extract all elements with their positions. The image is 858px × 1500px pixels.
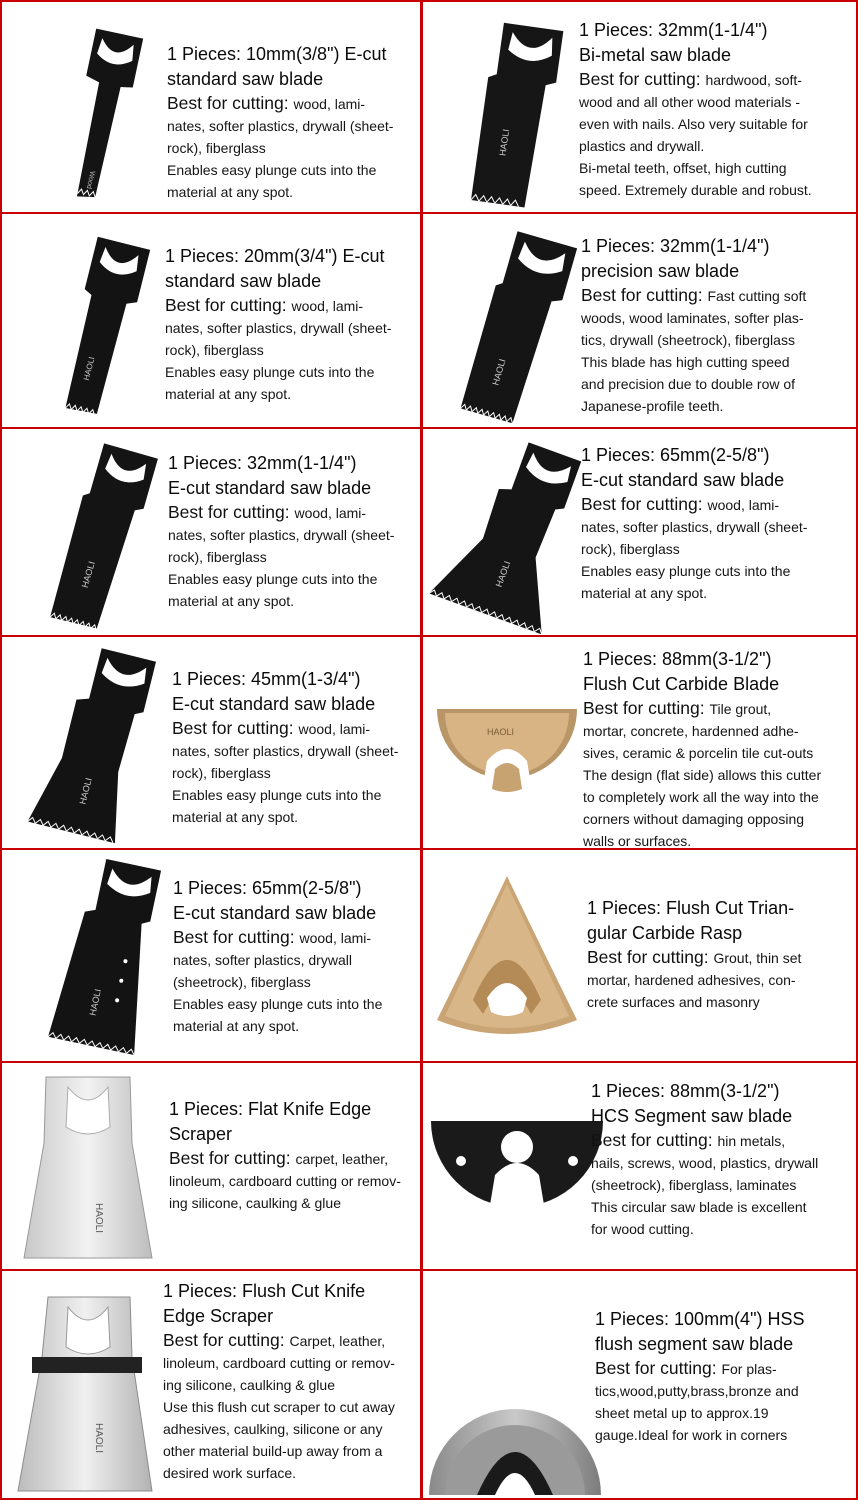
description-line: rock), fiberglass (172, 764, 271, 781)
description-line: speed. Extremely durable and robust. (579, 182, 812, 199)
description-line: corners without damaging opposing (583, 811, 805, 828)
best-for-label: Best for cutting: (172, 717, 294, 738)
description-line: tics, drywall (sheetrock), fiberglass (581, 331, 795, 348)
description-line: mortar, hardened adhesives, con- (587, 971, 796, 988)
product-title-line2: E-cut standard saw blade (172, 693, 376, 714)
product-title-line2: Bi-metal saw blade (579, 44, 732, 65)
svg-text:HAOLI: HAOLI (487, 727, 515, 737)
best-for-label: Best for cutting: (169, 1147, 291, 1168)
product-title-line2: standard saw blade (167, 68, 324, 89)
description-line: mortar, concrete, hardenned adhe- (583, 722, 799, 739)
best-for-value: wood, lami- (299, 929, 372, 946)
product-cell-32mm-bimetal (423, 2, 856, 214)
product-cell-88mm-carbide (423, 637, 856, 850)
product-cell-10mm-ecut (2, 2, 423, 214)
description-line: and precision due to double row of (581, 376, 796, 393)
description-line: rock), fiberglass (581, 540, 680, 557)
triangular-carbide-rasp-image (427, 870, 587, 1050)
product-title-line1: 1 Pieces: 88mm(3-1/2") (583, 649, 772, 669)
best-for-value: hin metals, (717, 1132, 786, 1149)
saw-blade-45mm-image (8, 645, 178, 845)
description-line: Enables easy plunge cuts into the (168, 570, 378, 587)
description-line: desired work surface. (163, 1465, 297, 1482)
description-line: tics,wood,putty,brass,bronze and (595, 1382, 799, 1399)
product-title-line1: 1 Pieces: 10mm(3/8") E-cut (167, 44, 387, 64)
best-for-value: Grout, thin set (713, 949, 802, 966)
description-line: This circular saw blade is excellent (591, 1198, 807, 1215)
description-line: linoleum, cardboard cutting or remov- (163, 1354, 395, 1371)
carbide-blade-image (427, 691, 587, 841)
description-line: material at any spot. (173, 1018, 300, 1035)
best-for-label: Best for cutting: (587, 946, 709, 967)
best-for-label: Best for cutting: (165, 294, 287, 315)
product-title-line2: Flush Cut Carbide Blade (583, 673, 780, 694)
product-cell-88mm-hcs-segment (423, 1063, 856, 1271)
product-cell-flat-scraper (2, 1063, 423, 1271)
saw-blade-65mm-image (26, 856, 176, 1056)
best-for-value: carpet, leather, (295, 1150, 389, 1167)
description-line: ing silicone, caulking & glue (169, 1194, 341, 1211)
product-title-line2: Edge Scraper (163, 1305, 274, 1326)
best-for-value: wood, lami- (293, 95, 366, 112)
product-cell-100mm-hss (423, 1271, 856, 1498)
best-for-label: Best for cutting: (595, 1357, 717, 1378)
svg-text:HAOLI: HAOLI (79, 560, 97, 589)
description-line: Enables easy plunge cuts into the (172, 786, 382, 803)
best-for-label: Best for cutting: (591, 1129, 713, 1150)
best-for-value: wood, lami- (294, 504, 367, 521)
description-line: (sheetrock), fiberglass (173, 973, 311, 990)
description-line: walls or surfaces. (583, 833, 692, 850)
best-for-label: Best for cutting: (168, 501, 290, 522)
product-cell-32mm-ecut (2, 429, 423, 637)
saw-blade-65mm-wide-image (423, 437, 593, 637)
best-for-label: Best for cutting: (173, 926, 295, 947)
description-line: material at any spot. (168, 593, 295, 610)
best-for-value: For plas- (721, 1360, 777, 1377)
description-line: The design (flat side) allows this cutter (583, 766, 822, 783)
product-title-line1: 1 Pieces: 20mm(3/4") E-cut (165, 246, 385, 266)
description-line: to completely work all the way into the (583, 789, 819, 806)
description-line: wood and all other wood materials - (579, 93, 801, 110)
best-for-value: Fast cutting soft (707, 287, 807, 304)
best-for-value: wood, lami- (298, 720, 371, 737)
product-cell-32mm-precision (423, 214, 856, 429)
product-title-line2: flush segment saw blade (595, 1333, 794, 1354)
hcs-segment-blade-image (427, 1091, 607, 1251)
description-line: nates, softer plastics, drywall (sheet- (168, 526, 395, 543)
product-grid (2, 2, 856, 1498)
description-line: gauge.Ideal for work in corners (595, 1426, 788, 1443)
svg-text:HAOLI: HAOLI (93, 1203, 104, 1234)
best-for-label: Best for cutting: (581, 493, 703, 514)
product-title-line1: 1 Pieces: 45mm(1-3/4") (172, 669, 361, 689)
description-line: material at any spot. (172, 809, 299, 826)
svg-text:HAOLI: HAOLI (87, 988, 103, 1017)
description-line: Enables easy plunge cuts into the (167, 161, 377, 178)
description-line: nates, softer plastics, drywall (173, 951, 352, 968)
svg-text:HAOLI: HAOLI (493, 559, 513, 589)
product-title-line2: E-cut standard saw blade (168, 477, 372, 498)
product-cell-65mm-ecut (423, 429, 856, 637)
saw-blade-10mm-image (38, 22, 168, 212)
product-title-line2: Scraper (169, 1123, 233, 1144)
product-title-line1: 1 Pieces: Flush Cut Knife (163, 1281, 366, 1301)
best-for-label: Best for cutting: (163, 1329, 285, 1350)
best-for-value: Tile grout, (709, 700, 772, 717)
description-line: even with nails. Also very suitable for (579, 115, 808, 132)
description-line: crete surfaces and masonry (587, 993, 760, 1010)
description-line: ing silicone, caulking & glue (163, 1376, 335, 1393)
product-title-line1: 1 Pieces: 32mm(1-1/4") (579, 20, 768, 40)
product-title-line2: E-cut standard saw blade (173, 902, 377, 923)
description-line: nates, softer plastics, drywall (sheet- (581, 518, 808, 535)
description-line: rock), fiberglass (168, 548, 267, 565)
description-line: for wood cutting. (591, 1221, 694, 1238)
product-title-line2: precision saw blade (581, 260, 740, 281)
saw-blade-32mm-image (22, 439, 172, 634)
description-line: This blade has high cutting speed (581, 353, 790, 370)
product-title-line1: 1 Pieces: 88mm(3-1/2") (591, 1081, 780, 1101)
description-line: nates, softer plastics, drywall (sheet- (172, 742, 399, 759)
product-cell-20mm-ecut (2, 214, 423, 429)
description-line: nates, softer plastics, drywall (sheet- (167, 117, 394, 134)
description-line: Enables easy plunge cuts into the (173, 995, 383, 1012)
flush-cut-scraper-image (12, 1293, 162, 1493)
description-line: sheet metal up to approx.19 (595, 1404, 769, 1421)
product-title-line2: gular Carbide Rasp (587, 922, 743, 943)
svg-text:HAOLI: HAOLI (81, 355, 97, 382)
description-line: rock), fiberglass (165, 341, 264, 358)
description-line: Japanese-profile teeth. (581, 398, 724, 415)
description-line: plastics and drywall. (579, 137, 705, 154)
description-line: Bi-metal teeth, offset, high cutting (579, 160, 787, 177)
description-line: nails, screws, wood, plastics, drywall (591, 1154, 819, 1171)
best-for-label: Best for cutting: (579, 68, 701, 89)
hss-segment-blade-image (425, 1351, 605, 1498)
description-line: linoleum, cardboard cutting or remov- (169, 1172, 401, 1189)
product-title-line2: E-cut standard saw blade (581, 469, 785, 490)
product-title-line1: 1 Pieces: 32mm(1-1/4") (581, 236, 770, 256)
product-cell-carbide-rasp (423, 850, 856, 1063)
product-title-line1: 1 Pieces: 32mm(1-1/4") (168, 453, 357, 473)
description-line: nates, softer plastics, drywall (sheet- (165, 319, 392, 336)
product-title-line1: 1 Pieces: Flush Cut Trian- (587, 898, 795, 918)
best-for-label: Best for cutting: (583, 697, 705, 718)
best-for-label: Best for cutting: (167, 92, 289, 113)
bimetal-saw-blade-image (431, 16, 581, 211)
precision-saw-blade-image (429, 226, 584, 426)
description-line: (sheetrock), fiberglass, laminates (591, 1176, 797, 1193)
product-title-line1: 1 Pieces: 65mm(2-5/8") (581, 445, 770, 465)
product-title-line2: HCS Segment saw blade (591, 1105, 793, 1126)
svg-text:HAOLI: HAOLI (490, 357, 508, 387)
best-for-value: wood, lami- (291, 297, 364, 314)
svg-text:HAOLI: HAOLI (77, 776, 94, 806)
svg-text:Wood: Wood (84, 170, 96, 190)
product-title-line1: 1 Pieces: Flat Knife Edge (169, 1099, 372, 1119)
best-for-label: Best for cutting: (581, 284, 703, 305)
description-line: material at any spot. (165, 386, 292, 403)
best-for-value: wood, lami- (707, 496, 780, 513)
description-line: adhesives, caulking, silicone or any (163, 1421, 383, 1438)
product-title-line2: standard saw blade (165, 270, 322, 291)
description-line: material at any spot. (581, 585, 708, 602)
description-line: other material build-up away from a (163, 1443, 383, 1460)
product-title-line1: 1 Pieces: 100mm(4") HSS (595, 1309, 805, 1329)
description-line: woods, wood laminates, softer plas- (581, 309, 804, 326)
description-line: Enables easy plunge cuts into the (581, 562, 791, 579)
description-line: Enables easy plunge cuts into the (165, 363, 375, 380)
description-line: material at any spot. (167, 184, 294, 201)
svg-text:HAOLI: HAOLI (497, 128, 512, 157)
description-line: sives, ceramic & porcelin tile cut-outs (583, 744, 814, 761)
product-cell-45mm-ecut (2, 637, 423, 850)
saw-blade-20mm-image (32, 232, 167, 422)
product-title-line1: 1 Pieces: 65mm(2-5/8") (173, 878, 362, 898)
flat-knife-scraper-image (16, 1073, 161, 1263)
best-for-value: hardwood, soft- (705, 71, 802, 88)
description-line: Use this flush cut scraper to cut away (163, 1398, 395, 1415)
product-cell-flush-scraper (2, 1271, 423, 1498)
best-for-value: Carpet, leather, (289, 1332, 386, 1349)
product-cell-65mm-ecut-2 (2, 850, 423, 1063)
description-line: rock), fiberglass (167, 139, 266, 156)
svg-text:HAOLI: HAOLI (93, 1423, 104, 1454)
